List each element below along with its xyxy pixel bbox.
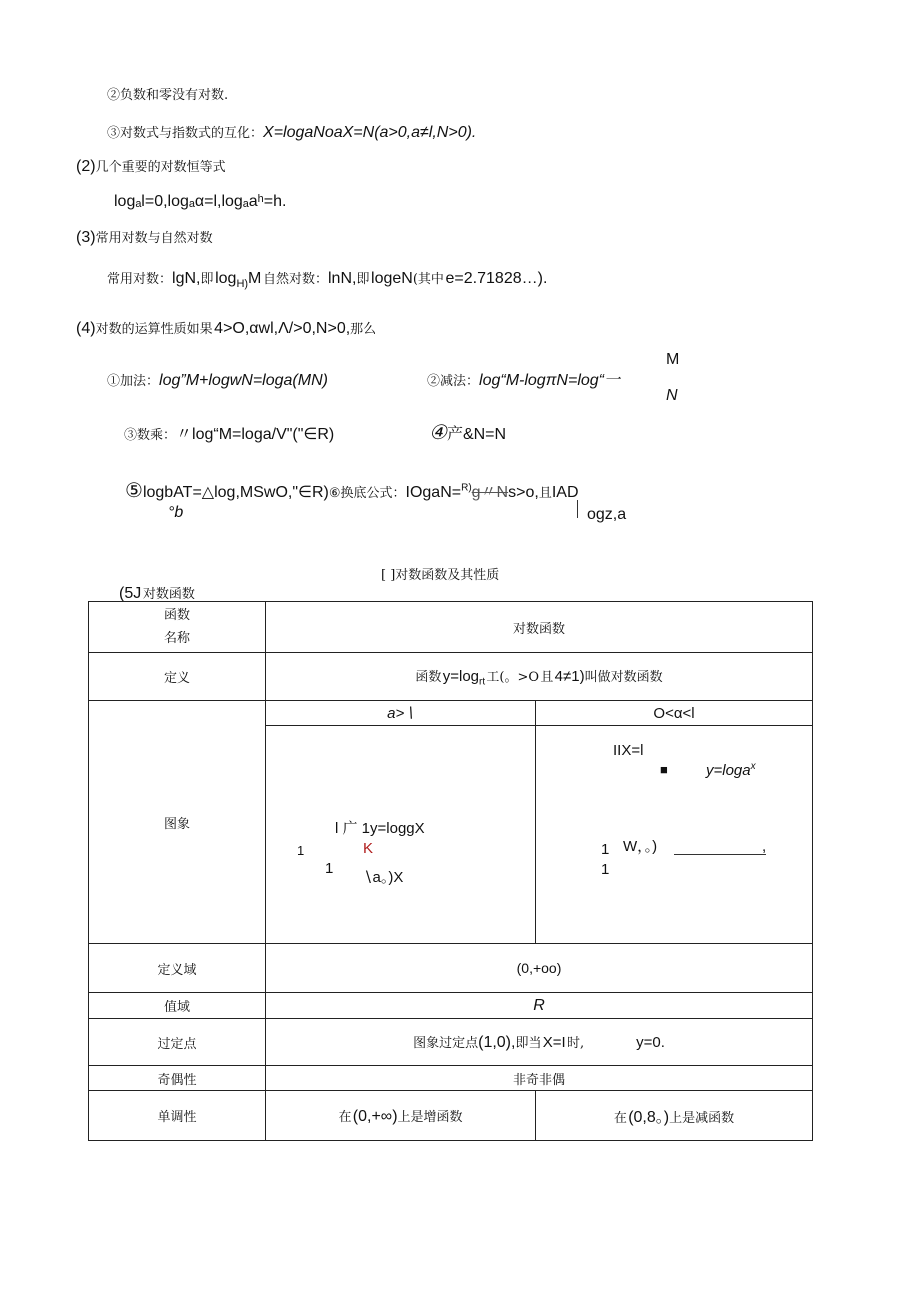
definition-value xyxy=(266,653,813,701)
row-label-definition: 定义 xyxy=(89,653,266,701)
rule-subtraction-numerator: M xyxy=(666,351,680,368)
fixed-point-d: X=I xyxy=(542,1034,566,1051)
rule-6-strike: g〃N xyxy=(471,484,509,501)
section-5-sub-title: 对数函数 xyxy=(142,587,195,602)
graph-b-top: IIX=l xyxy=(613,742,644,759)
section-3-heading xyxy=(76,229,213,246)
column-a-greater-than-1: a>∖ xyxy=(266,701,536,726)
natural-log-f: . xyxy=(542,270,548,287)
rule-4 xyxy=(429,422,506,443)
section-3-number: (3) xyxy=(76,229,96,246)
row-label-domain: 定义域 xyxy=(89,944,266,993)
rule-5-formula: logbAT=△log,MSwO,"∈R) xyxy=(142,484,329,501)
rule-6-formula-a: IOgaN= xyxy=(405,484,462,501)
definition-a: 函数 xyxy=(415,669,442,685)
header-value: 对数函数 xyxy=(266,602,813,653)
monotonicity-a xyxy=(266,1091,536,1141)
section-4-title: 对数的运算性质如果 xyxy=(95,322,213,337)
natural-log-b: 即 xyxy=(356,272,370,287)
section-5-title: 对数函数及其性质 xyxy=(395,568,500,583)
monotonicity-a-3: 上是增函数 xyxy=(397,1109,463,1125)
table-row xyxy=(89,653,813,701)
table-row xyxy=(89,944,813,993)
rule-6-sup: R) xyxy=(461,482,472,494)
common-log-c: log xyxy=(215,270,237,287)
definition-sub: rt xyxy=(479,676,486,688)
common-log-d: M xyxy=(248,270,262,287)
graph-b-comma: , xyxy=(762,838,767,855)
rule-multiplication xyxy=(124,426,334,443)
definition-e: 4≠1) xyxy=(554,667,585,685)
natural-log-e: e=2.71828…) xyxy=(445,270,543,287)
row-label-name xyxy=(89,602,266,653)
rule-4-text: 产&N=N xyxy=(446,426,507,443)
section-4-then: 那么 xyxy=(350,322,377,337)
rule-addition-label: ①加法： xyxy=(107,374,160,389)
rule-6-under: ogz,a xyxy=(587,506,627,523)
domain-value: (0,+oo) xyxy=(266,944,813,993)
fixed-point-b: (1,0), xyxy=(478,1034,516,1051)
note-line-2-prefix: ③对数式与指数式的互化： xyxy=(107,126,264,141)
section-2-title: 几个重要的对数恒等式 xyxy=(95,160,226,175)
rule-subtraction xyxy=(427,372,620,389)
graph-b-curve-sup: x xyxy=(750,761,756,772)
rule-5 xyxy=(125,480,579,501)
graph-a-k: K xyxy=(363,840,374,857)
natural-log-a: lnN, xyxy=(327,270,357,287)
graph-b-one-a: 1 xyxy=(601,841,610,858)
graph-a-bottom: ∖a。)X xyxy=(363,869,404,886)
rule-subtraction-label: ②减法： xyxy=(427,374,480,389)
log-identities: logₐl=0,logₐα=l,logₐaʰ=h. xyxy=(114,193,287,210)
common-log-b: 即 xyxy=(200,272,214,287)
graph-a-one-b: 1 xyxy=(325,860,334,877)
row-label-fixed-point: 过定点 xyxy=(89,1019,266,1066)
fixed-point-f: y=0. xyxy=(636,1034,665,1051)
graph-b-mid: W，。) xyxy=(623,838,658,855)
section-5-bracket: [ ] xyxy=(381,568,396,583)
graph-b-one-b: 1 xyxy=(601,861,610,878)
section-3-title: 常用对数与自然对数 xyxy=(95,231,213,246)
definition-d: 且 xyxy=(540,669,554,685)
definition-b: y=log xyxy=(442,667,480,685)
log-function-table xyxy=(88,601,813,1141)
rule-addition xyxy=(107,372,328,389)
note-line-2 xyxy=(107,124,476,141)
monotonicity-a-2: (0,+∞) xyxy=(352,1107,398,1125)
monotonicity-b-3: 上是减函数 xyxy=(669,1111,735,1126)
table-row xyxy=(89,602,813,653)
rule-multiplication-formula: 〃log“M=loga/V"("∈R) xyxy=(176,426,335,443)
section-4-heading xyxy=(76,320,376,337)
monotonicity-a-1: 在 xyxy=(338,1109,352,1125)
graph-a-one-a: 1 xyxy=(297,843,305,858)
common-natural-log-line xyxy=(107,270,547,290)
rule-5-circle: ⑤ xyxy=(125,478,143,502)
table-row xyxy=(89,701,813,726)
fixed-point-e: 时, xyxy=(567,1036,585,1051)
graph-b-curve-text: y=loga xyxy=(706,762,751,779)
section-5-heading xyxy=(381,566,499,582)
header-label-line-2: 名称 xyxy=(163,631,190,646)
rule-subtraction-formula: log“M-logπN=log“一 xyxy=(479,372,621,389)
monotonicity-b-1: 在 xyxy=(613,1111,627,1126)
row-label-parity: 奇偶性 xyxy=(89,1066,266,1091)
common-log-a: lgN, xyxy=(172,270,201,287)
note-line-2-formula: X=logaNoaX=N(a>0,a≠l,N>0). xyxy=(263,124,477,141)
graph-a-curve-label: l 广 1y=loggX xyxy=(335,820,425,837)
section-4-condition: 4>O,αwl,Λ/>0,N>0, xyxy=(214,320,351,337)
table-row xyxy=(89,1091,813,1141)
section-2-number: (2) xyxy=(76,158,96,175)
monotonicity-b-2: (0,8。) xyxy=(628,1109,670,1126)
rule-multiplication-label: ③数乘： xyxy=(124,428,177,443)
graph-cell-a xyxy=(266,726,536,944)
rule-6-formula-c: IAD xyxy=(551,484,579,501)
rule-6-formula-b: s>o, xyxy=(508,484,539,501)
rule-5-under: °b xyxy=(168,504,184,521)
rule-addition-formula: log”M+logwN=loga(MN) xyxy=(159,372,328,389)
range-value: R xyxy=(266,993,813,1019)
row-label-monotonicity: 单调性 xyxy=(89,1091,266,1141)
note-line-1: ②负数和零没有对数. xyxy=(107,88,229,103)
graph-b-curve-label xyxy=(706,762,756,778)
header-label-line-1: 函数 xyxy=(163,608,190,623)
table-row xyxy=(89,1019,813,1066)
table-row xyxy=(89,993,813,1019)
natural-log-label: 自然对数： xyxy=(262,272,328,287)
column-a-between-0-1: O<α<l xyxy=(536,701,813,726)
parity-value: 非奇非偶 xyxy=(266,1066,813,1091)
graph-cell-b xyxy=(536,726,813,944)
section-2-heading xyxy=(76,158,226,175)
graph-b-axis-line xyxy=(674,854,766,855)
rule-4-circle: ④ xyxy=(429,420,447,444)
common-log-label: 常用对数： xyxy=(107,272,173,287)
rule-subtraction-denominator: N xyxy=(666,387,678,404)
natural-log-c: logeN xyxy=(371,270,413,287)
definition-c: 工(。>O xyxy=(486,669,540,685)
rule-6-label: ⑥换底公式： xyxy=(328,486,406,501)
natural-log-d: (其中 xyxy=(412,272,444,287)
fixed-point-c: 即当 xyxy=(515,1036,542,1051)
row-label-graph: 图象 xyxy=(89,701,266,944)
fixed-point-value xyxy=(266,1019,813,1066)
rule-6-fraction-bar xyxy=(577,500,578,518)
graph-b-bullet: ■ xyxy=(660,762,668,777)
fixed-point-a: 图象过定点 xyxy=(413,1036,479,1051)
section-5-sub-number: (5J xyxy=(119,585,142,602)
common-log-sub: H) xyxy=(236,278,249,291)
section-4-number: (4) xyxy=(76,320,96,337)
section-5-sub xyxy=(119,585,195,602)
row-label-range: 值域 xyxy=(89,993,266,1019)
rule-6-and: 且 xyxy=(538,486,552,501)
table-row xyxy=(89,1066,813,1091)
monotonicity-b xyxy=(536,1091,813,1141)
definition-f: 叫做对数函数 xyxy=(584,669,663,685)
